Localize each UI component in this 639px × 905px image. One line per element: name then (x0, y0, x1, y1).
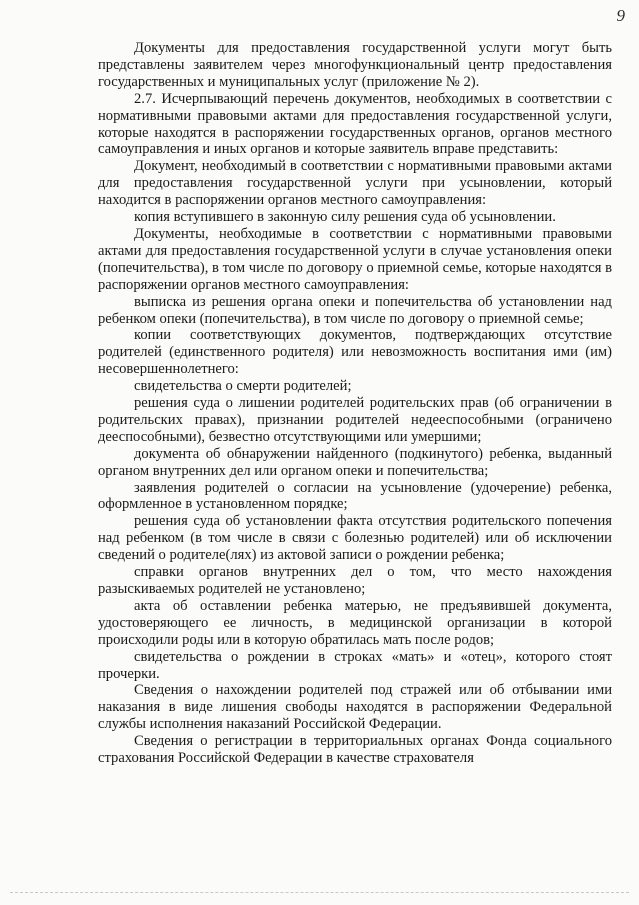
page-number: 9 (616, 6, 625, 25)
paragraph: решения суда об установлении факта отсутствия родительского попечения над ребенком (в том числе в связи с болезнью родителей) или об исключении сведений о родителе(лях) из актовой записи о рождении ребенка; (98, 513, 612, 564)
document-body (98, 40, 612, 767)
paragraph: Документ, необходимый в соответствии с нормативными правовыми актами для предоставления государственной услуги при усыновлении, который находится в распоряжении органов местного самоуправления: (98, 158, 612, 209)
paragraph: акта об оставлении ребенка матерью, не предъявившей документа, удостоверяющего ее личность, в медицинской организации в которой происходили роды или в которую обратилась мать после родов; (98, 597, 612, 648)
paragraph: копии соответствующих документов, подтверждающих отсутствие родителей (единственного родителя) или невозможность воспитания ими (им) несовершеннолетнего: (98, 327, 612, 378)
paragraph: решения суда о лишении родителей родительских прав (об ограничении в родительских правах), признании родителей недееспособными (ограничено дееспособными), безвестно отсутствующими или умершими; (98, 395, 612, 445)
paragraph: Документы для предоставления государственной услуги могут быть представлены заявителем через многофункциональный центр предоставления государственных и муниципальных услуг (приложение № 2). (98, 40, 612, 90)
paragraph: копия вступившего в законную силу решения суда об усыновлении. (134, 209, 556, 226)
paragraph: Сведения о нахождении родителей под стражей или об отбывании ими наказания в виде лишения свободы находятся в распоряжении Федеральной службы исполнения наказаний Российской Федерации. (98, 682, 612, 733)
paragraph: свидетельства о смерти родителей; (134, 378, 352, 395)
paragraph: справки органов внутренних дел о том, что место нахождения разыскиваемых родителей не установлено; (98, 564, 612, 597)
paragraph: выписка из решения органа опеки и попечительства об установлении над ребенком опеки (попечительства), в том числе по договору о приемной семье; (98, 293, 612, 327)
paragraph: 2.7. Исчерпывающий перечень документов, необходимых в соответствии с нормативными правовыми актами для предоставления государственной услуги, которые находятся в распоряжении государственных органов, органов местного самоуправления и иных органов и которые заявитель вправе представить: (98, 90, 612, 158)
paragraph: заявления родителей о согласии на усыновление (удочерение) ребенка, оформленное в установленном порядке; (98, 479, 612, 513)
paragraph: Документы, необходимые в соответствии с нормативными правовыми актами для предоставления государственной услуги в случае установления опеки (попечительства), в том числе по договору о приемной семье, которые находятся в распоряжении органов местного самоуправления: (98, 225, 612, 293)
paragraph: свидетельства о рождении в строках «мать» и «отец», которого стоят прочерки. (98, 648, 612, 682)
scan-edge-divider (10, 892, 629, 893)
paragraph: Сведения о регистрации в территориальных органах Фонда социального страхования Российской Федерации в качестве страхователя (98, 733, 612, 767)
paragraph: документа об обнаружении найденного (подкинутого) ребенка, выданный органом внутренних дел или органом опеки и попечительства; (98, 445, 612, 479)
